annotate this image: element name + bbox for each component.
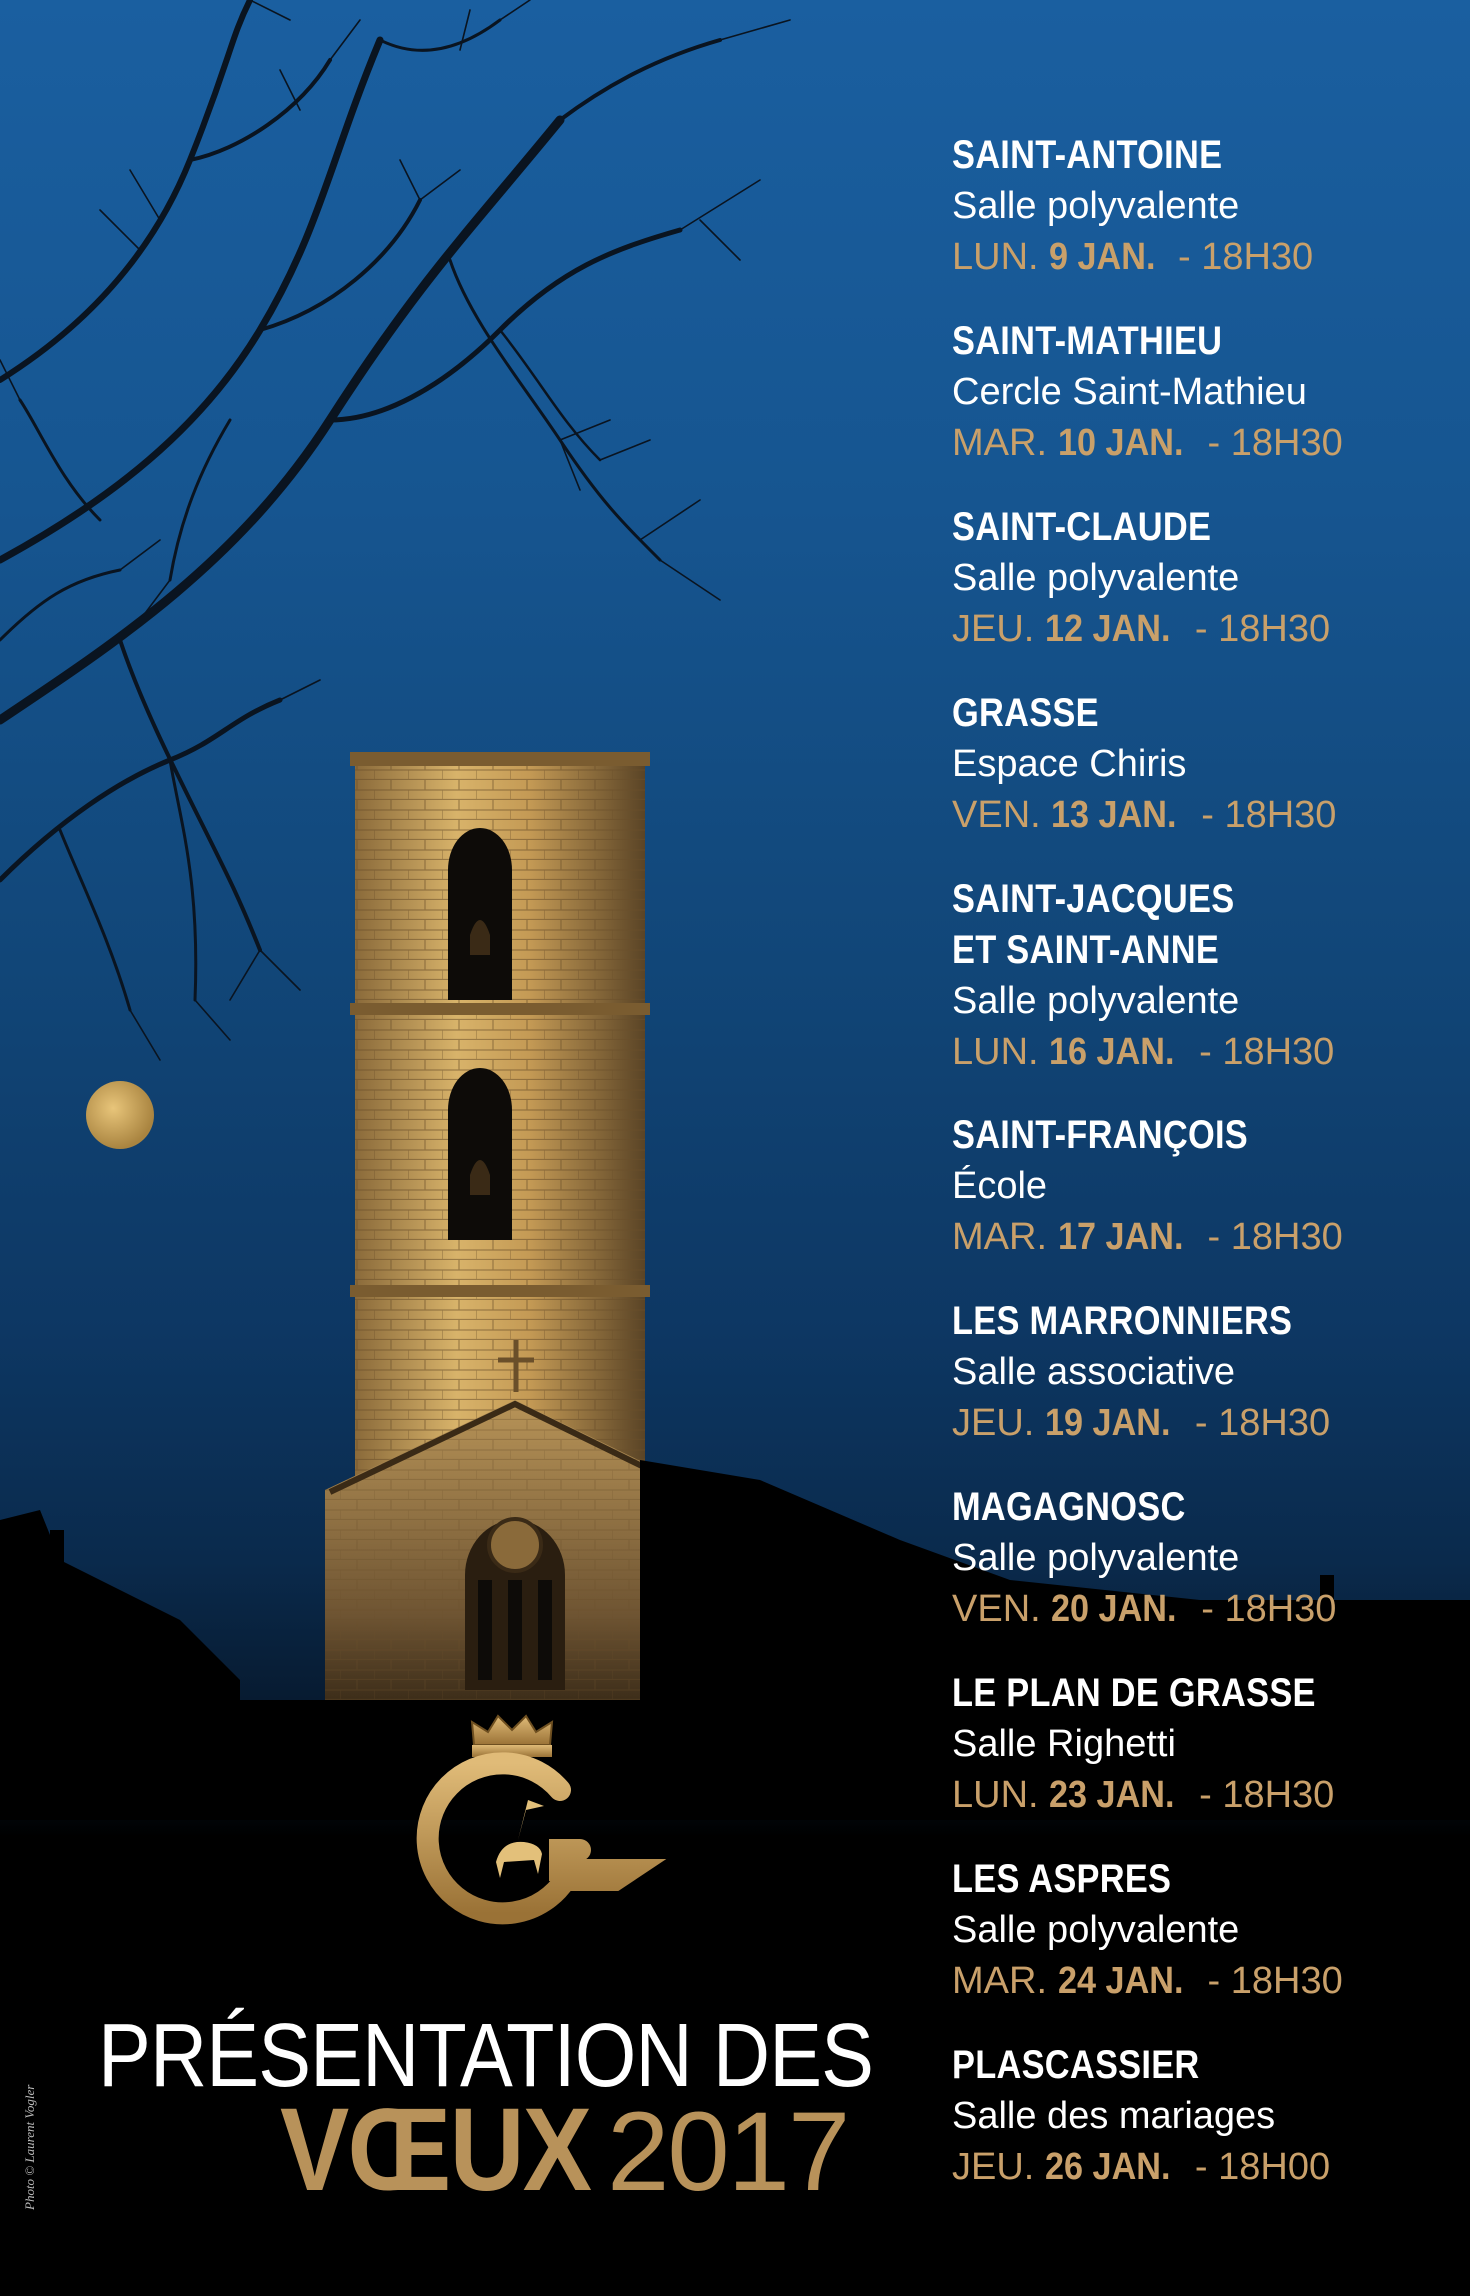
event-date: 17 JAN. <box>1057 1216 1184 1258</box>
event-location: LE PLAN DE GRASSE <box>952 1671 1316 1715</box>
event-venue: Cercle Saint-Mathieu <box>952 371 1307 413</box>
event-item <box>952 316 1452 502</box>
event-day: LUN. <box>952 1774 1039 1816</box>
event-time: 18H30 <box>1230 422 1343 464</box>
event-item <box>952 1110 1452 1296</box>
moon <box>86 1081 154 1149</box>
event-time: 18H30 <box>1222 1774 1335 1816</box>
event-day: LUN. <box>952 236 1039 278</box>
title-year: 2017 <box>607 2089 849 2214</box>
event-item <box>952 1296 1452 1482</box>
event-date: 13 JAN. <box>1051 794 1177 836</box>
event-date: 10 JAN. <box>1057 422 1184 464</box>
event-location: SAINT-ANTOINE <box>952 133 1223 177</box>
event-datetime <box>952 1398 1452 1449</box>
title-presentation-des: PRÉSENTATION DES <box>98 2006 874 2106</box>
event-datetime <box>952 2142 1452 2193</box>
event-separator: - <box>1177 236 1191 278</box>
event-item <box>952 502 1452 688</box>
event-item <box>952 1668 1452 1854</box>
event-schedule <box>952 130 1452 2226</box>
event-item <box>952 874 1452 1110</box>
event-separator: - <box>1201 1588 1214 1630</box>
event-venue: Salle Righetti <box>952 1723 1176 1765</box>
event-item <box>952 688 1452 874</box>
event-location: LES MARRONNIERS <box>952 1299 1293 1343</box>
event-time: 18H30 <box>1201 236 1314 278</box>
event-day: VEN. <box>952 794 1041 836</box>
event-day: MAR. <box>952 1960 1047 2002</box>
event-venue: Salle polyvalente <box>952 1909 1240 1951</box>
event-separator: - <box>1199 1774 1212 1816</box>
event-date: 12 JAN. <box>1044 608 1171 650</box>
event-datetime <box>952 418 1452 469</box>
event-item <box>952 130 1452 316</box>
event-datetime <box>952 790 1452 841</box>
event-datetime <box>952 1956 1452 2007</box>
event-day: MAR. <box>952 422 1047 464</box>
event-datetime <box>952 604 1452 655</box>
event-separator: - <box>1201 794 1214 836</box>
event-location: SAINT-FRANÇOIS <box>952 1113 1249 1157</box>
event-datetime <box>952 1584 1452 1635</box>
event-venue: Salle polyvalente <box>952 980 1240 1022</box>
event-time: 18H00 <box>1218 2146 1331 2188</box>
event-time: 18H30 <box>1218 608 1331 650</box>
event-date: 26 JAN. <box>1044 2146 1171 2188</box>
event-venue: Salle polyvalente <box>952 185 1240 227</box>
event-day: MAR. <box>952 1216 1047 1258</box>
event-separator: - <box>1207 1960 1221 2002</box>
event-time: 18H30 <box>1224 1588 1337 1630</box>
event-location-line2: ET SAINT-ANNE <box>952 928 1220 972</box>
event-separator: - <box>1194 608 1208 650</box>
event-venue: Salle polyvalente <box>952 1537 1240 1579</box>
event-location: MAGAGNOSC <box>952 1485 1186 1529</box>
event-date: 23 JAN. <box>1049 1774 1175 1816</box>
event-venue: École <box>952 1165 1048 1207</box>
event-venue: Salle associative <box>952 1351 1236 1393</box>
event-day: JEU. <box>952 1402 1035 1444</box>
event-location: SAINT-JACQUES <box>952 877 1235 921</box>
event-datetime <box>952 1027 1452 1078</box>
event-location: SAINT-CLAUDE <box>952 505 1212 549</box>
title-voeux: VŒUX <box>280 2084 591 2216</box>
event-day: VEN. <box>952 1588 1041 1630</box>
event-venue: Espace Chiris <box>952 743 1187 785</box>
event-time: 18H30 <box>1224 794 1337 836</box>
title-voeux-year <box>280 2084 849 2246</box>
event-separator: - <box>1207 1216 1221 1258</box>
event-time: 18H30 <box>1230 1960 1343 2002</box>
event-separator: - <box>1194 1402 1208 1444</box>
event-venue: Salle des mariages <box>952 2095 1276 2137</box>
event-date: 24 JAN. <box>1057 1960 1184 2002</box>
event-location: LES ASPRES <box>952 1857 1172 1901</box>
event-date: 16 JAN. <box>1049 1031 1175 1073</box>
event-datetime <box>952 232 1452 283</box>
event-time: 18H30 <box>1222 1031 1335 1073</box>
event-item <box>952 2040 1452 2226</box>
event-date: 9 JAN. <box>1049 236 1156 278</box>
event-datetime <box>952 1212 1452 1263</box>
event-date: 19 JAN. <box>1044 1402 1171 1444</box>
event-day: JEU. <box>952 2146 1035 2188</box>
event-date: 20 JAN. <box>1051 1588 1177 1630</box>
event-location: GRASSE <box>952 691 1099 735</box>
event-separator: - <box>1207 422 1221 464</box>
event-separator: - <box>1194 2146 1208 2188</box>
event-location: PLASCASSIER <box>952 2043 1200 2087</box>
event-separator: - <box>1199 1031 1212 1073</box>
event-venue: Salle polyvalente <box>952 557 1240 599</box>
event-day: JEU. <box>952 608 1035 650</box>
photo-credit: Photo © Laurent Vogler <box>22 2084 37 2210</box>
event-time: 18H30 <box>1218 1402 1331 1444</box>
event-time: 18H30 <box>1230 1216 1343 1258</box>
event-item <box>952 1854 1452 2040</box>
event-item <box>952 1482 1452 1668</box>
event-datetime <box>952 1770 1452 1821</box>
event-day: LUN. <box>952 1031 1039 1073</box>
event-location: SAINT-MATHIEU <box>952 319 1223 363</box>
